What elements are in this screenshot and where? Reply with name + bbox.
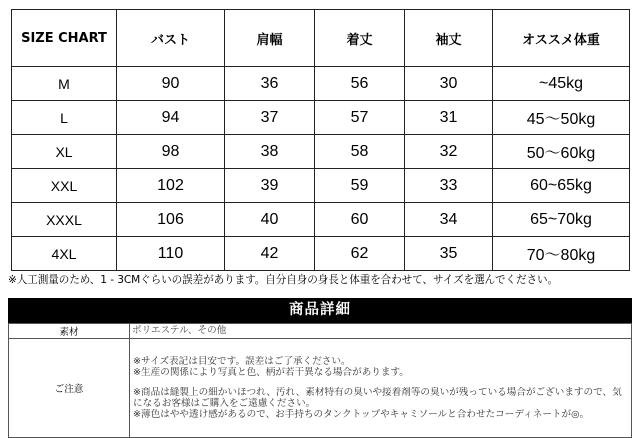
table-row <box>12 67 630 101</box>
caution-item: ※商品は縫製上の細かいほつれ、汚れ、素材特有の臭いや接着剤等の臭いが残っている場合がございますので、気になるお客様はご購入をご遠慮ください。 <box>133 387 622 409</box>
measurement-note: ※人工測量のため、1 - 3CMぐらいの誤差があります。自分自身の身長と体重を合わせて、サイズを選んでください。 <box>8 274 559 286</box>
size-cell: M <box>12 67 117 101</box>
shoulder-cell: 42 <box>225 237 315 271</box>
bust-cell: 94 <box>117 101 225 135</box>
header-length: 着丈 <box>315 10 405 67</box>
bust-cell: 110 <box>117 237 225 271</box>
weight-cell: 50～60kg <box>493 135 630 169</box>
product-details-title: 商品詳細 <box>8 298 632 323</box>
weight-cell: 65~70kg <box>493 203 630 237</box>
length-cell: 58 <box>315 135 405 169</box>
table-row <box>12 101 630 135</box>
shoulder-cell: 36 <box>225 67 315 101</box>
size-chart-table <box>11 9 630 271</box>
length-cell: 59 <box>315 169 405 203</box>
bust-cell: 98 <box>117 135 225 169</box>
sleeve-cell: 32 <box>405 135 493 169</box>
header-size-chart: SIZE CHART <box>12 10 117 67</box>
caution-item: ※生産の関係により写真と色、柄が若干異なる場合があります。 <box>133 367 409 378</box>
bust-cell: 90 <box>117 67 225 101</box>
product-details-table <box>8 323 632 438</box>
table-row <box>12 135 630 169</box>
table-row <box>12 203 630 237</box>
caution-label: ご注意 <box>9 339 130 438</box>
header-shoulder-width: 肩幅 <box>225 10 315 67</box>
size-chart-header-row <box>12 10 630 67</box>
sleeve-cell: 30 <box>405 67 493 101</box>
material-row <box>9 324 632 339</box>
material-value: ポリエステル、その他 <box>130 324 632 339</box>
size-cell: XXL <box>12 169 117 203</box>
size-cell: 4XL <box>12 237 117 271</box>
caution-item: ※薄色はやや透け感があるので、お手持ちのタンクトップやキャミソールと合わせたコーディネートが◎。 <box>133 409 590 420</box>
caution-row <box>9 339 632 438</box>
material-label: 素材 <box>9 324 130 339</box>
size-cell: XL <box>12 135 117 169</box>
sleeve-cell: 34 <box>405 203 493 237</box>
length-cell: 62 <box>315 237 405 271</box>
weight-cell: 60~65kg <box>493 169 630 203</box>
caution-spacer <box>133 378 628 387</box>
shoulder-cell: 37 <box>225 101 315 135</box>
size-cell: L <box>12 101 117 135</box>
length-cell: 57 <box>315 101 405 135</box>
header-sleeve-length: 袖丈 <box>405 10 493 67</box>
caution-list <box>130 339 632 438</box>
header-bust: バスト <box>117 10 225 67</box>
sleeve-cell: 35 <box>405 237 493 271</box>
table-row <box>12 237 630 271</box>
weight-cell: 70～80kg <box>493 237 630 271</box>
length-cell: 56 <box>315 67 405 101</box>
caution-item: ※サイズ表記は目安です。誤差はご了承ください。 <box>133 356 351 367</box>
table-row <box>12 169 630 203</box>
shoulder-cell: 38 <box>225 135 315 169</box>
bust-cell: 106 <box>117 203 225 237</box>
size-cell: XXXL <box>12 203 117 237</box>
sleeve-cell: 33 <box>405 169 493 203</box>
bust-cell: 102 <box>117 169 225 203</box>
length-cell: 60 <box>315 203 405 237</box>
sleeve-cell: 31 <box>405 101 493 135</box>
shoulder-cell: 40 <box>225 203 315 237</box>
weight-cell: ~45kg <box>493 67 630 101</box>
shoulder-cell: 39 <box>225 169 315 203</box>
weight-cell: 45～50kg <box>493 101 630 135</box>
header-recommended-weight: オススメ体重 <box>493 10 630 67</box>
